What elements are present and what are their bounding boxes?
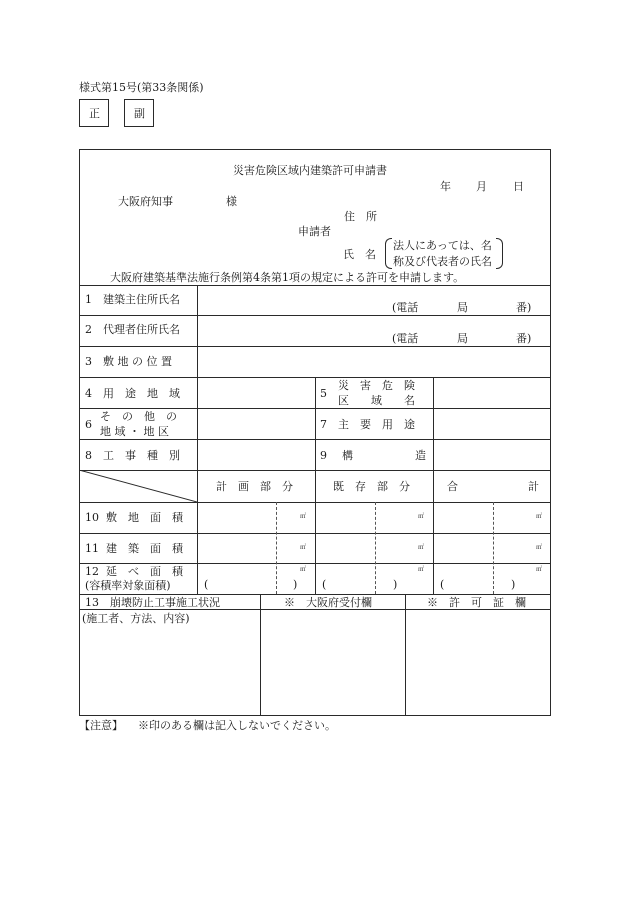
row11-label: 建 築 面 積 bbox=[106, 542, 183, 555]
row1-phone-kyoku: 局 bbox=[457, 301, 468, 314]
row12-paren-open-planned: ( bbox=[204, 578, 209, 591]
row3-number: 3 bbox=[85, 355, 92, 368]
row2-label: 代理者住所氏名 bbox=[103, 323, 180, 336]
row1-label: 建築主住所氏名 bbox=[103, 293, 180, 306]
addressee: 大阪府知事 bbox=[118, 195, 173, 208]
row11-unit-total: ㎡ bbox=[536, 544, 543, 551]
left-brace bbox=[385, 238, 392, 269]
row10-number: 10 bbox=[85, 511, 99, 524]
row6-number: 6 bbox=[85, 418, 92, 431]
row12-number: 12 bbox=[85, 565, 99, 578]
duplicate-copy-label: 副 bbox=[134, 107, 145, 120]
note-text: ※印のある欄は記入しないでください。 bbox=[138, 719, 336, 732]
applicant-label: 申請者 bbox=[298, 225, 331, 238]
planned-portion-header: 計 画 部 分 bbox=[216, 480, 293, 493]
row12-sub-label: (容積率対象面積) bbox=[85, 579, 171, 592]
row12-label: 延 べ 面 積 bbox=[106, 565, 183, 578]
row5-label-line2: 区 域 名 bbox=[338, 394, 415, 407]
row1-phone-tel: (電話 bbox=[392, 301, 419, 314]
row11-number: 11 bbox=[85, 542, 99, 555]
honorific: 様 bbox=[226, 195, 237, 208]
date-day: 日 bbox=[513, 180, 524, 193]
row8-number: 8 bbox=[85, 449, 92, 462]
row5-label-line1: 災 害 危 険 bbox=[338, 379, 415, 392]
corporation-note-line2: 称及び代表者の氏名 bbox=[393, 255, 492, 268]
row12-unit-total: ㎡ bbox=[536, 566, 543, 573]
row2-phone-ban: 番) bbox=[516, 332, 532, 345]
row12-paren-close-existing: ) bbox=[393, 578, 398, 591]
row9-number: 9 bbox=[320, 449, 327, 462]
row10-unit-existing: ㎡ bbox=[418, 513, 425, 520]
row9-label-part1: 構 bbox=[342, 449, 353, 462]
row12-paren-open-total: ( bbox=[440, 578, 445, 591]
row12-paren-close-planned: ) bbox=[293, 578, 298, 591]
row12-unit-existing: ㎡ bbox=[418, 566, 425, 573]
address-label: 住 所 bbox=[344, 210, 377, 223]
duplicate-copy-box bbox=[124, 99, 154, 127]
row4-label: 用 途 地 域 bbox=[103, 387, 180, 400]
row9-label-part2: 造 bbox=[415, 449, 426, 462]
row10-unit-total: ㎡ bbox=[536, 513, 543, 520]
row13-sub-label: (施工者、方法、内容) bbox=[82, 612, 190, 625]
existing-portion-header: 既 存 部 分 bbox=[333, 480, 410, 493]
row10-label: 敷 地 面 積 bbox=[106, 511, 183, 524]
note-label: 【注意】 bbox=[79, 719, 123, 732]
total-header-part2: 計 bbox=[528, 480, 539, 493]
date-month: 月 bbox=[476, 180, 487, 193]
row5-number: 5 bbox=[320, 387, 327, 400]
row2-number: 2 bbox=[85, 323, 92, 336]
row12-paren-open-existing: ( bbox=[322, 578, 327, 591]
row8-label: 工 事 種 別 bbox=[103, 449, 180, 462]
row12-paren-close-total: ) bbox=[511, 578, 516, 591]
row6-label-line1: そ の 他 の bbox=[100, 410, 177, 423]
row7-number: 7 bbox=[320, 418, 327, 431]
right-brace bbox=[496, 238, 503, 269]
row11-unit-existing: ㎡ bbox=[418, 544, 425, 551]
row3-label: 敷 地 の 位 置 bbox=[103, 355, 172, 368]
row11-unit-planned: ㎡ bbox=[300, 544, 307, 551]
date-year: 年 bbox=[440, 180, 451, 193]
permit-column-label: ※ 許 可 証 欄 bbox=[427, 596, 526, 609]
reception-column-label: ※ 大阪府受付欄 bbox=[284, 596, 372, 609]
row1-number: 1 bbox=[85, 293, 92, 306]
row12-unit-planned: ㎡ bbox=[300, 566, 307, 573]
application-statement: 大阪府建築基準法施行条例第4条第1項の規定による許可を申請します。 bbox=[110, 271, 465, 284]
original-copy-label: 正 bbox=[89, 107, 100, 120]
form-number: 様式第15号(第33条関係) bbox=[79, 81, 204, 94]
form-title: 災害危険区域内建築許可申請書 bbox=[233, 164, 387, 177]
row13-label: 13 崩壊防止工事施工状況 bbox=[85, 596, 220, 609]
row2-phone-kyoku: 局 bbox=[457, 332, 468, 345]
row6-label-line2: 地 域 ・ 地 区 bbox=[100, 425, 169, 438]
row1-phone-ban: 番) bbox=[516, 301, 532, 314]
corporation-note-line1: 法人にあっては、名 bbox=[393, 239, 492, 252]
row2-phone-tel: (電話 bbox=[392, 332, 419, 345]
row10-unit-planned: ㎡ bbox=[300, 513, 307, 520]
row7-label: 主 要 用 途 bbox=[338, 418, 415, 431]
name-label: 氏 名 bbox=[343, 248, 376, 261]
original-copy-box bbox=[79, 99, 109, 127]
row4-number: 4 bbox=[85, 387, 92, 400]
total-header-part1: 合 bbox=[447, 480, 458, 493]
diagonal-line bbox=[79, 470, 197, 502]
